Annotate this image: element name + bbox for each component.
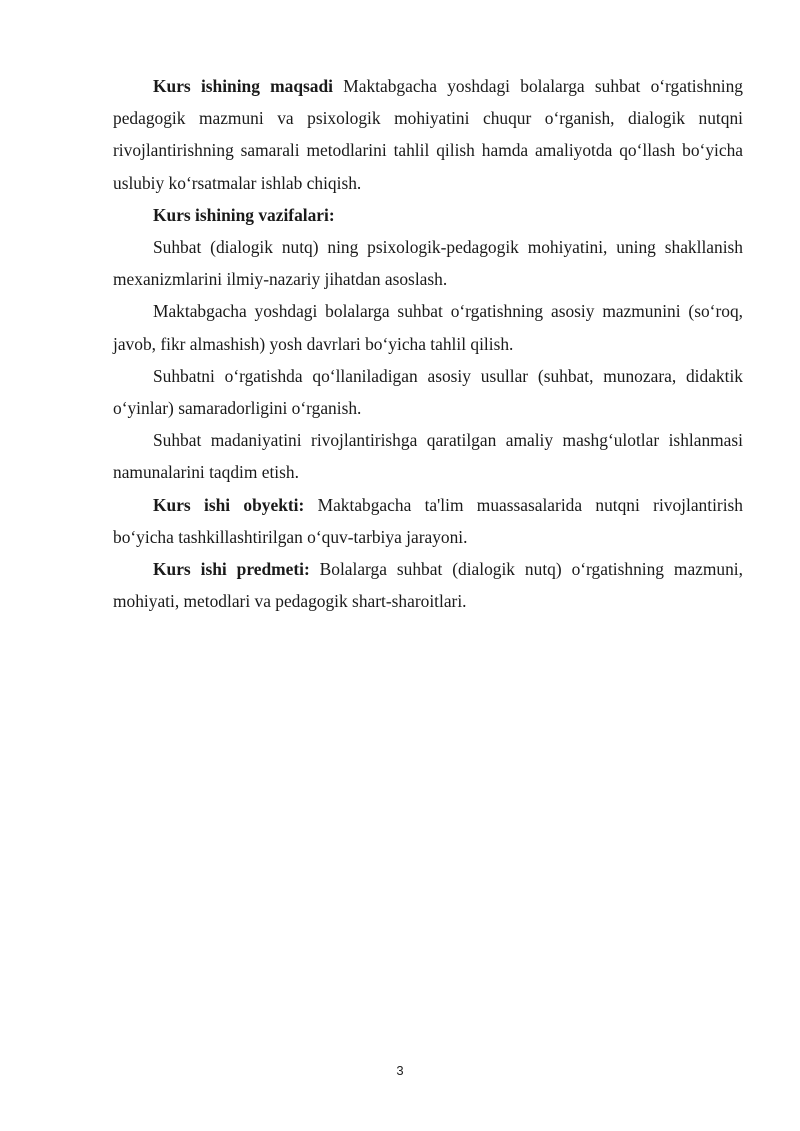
goal-heading: Kurs ishining maqsadi — [153, 76, 334, 96]
task-item-2 — [113, 295, 743, 359]
tasks-paragraph — [113, 199, 743, 231]
object-heading: Kurs ishi obyekti: — [153, 494, 305, 515]
task-item-4 — [113, 424, 743, 488]
tasks-heading: Kurs ishining vazifalari: — [153, 204, 335, 225]
goal-paragraph — [113, 70, 743, 199]
goal-text: Maktabgacha yoshdagi bolalarga suhbat o‘rgatishning pedagogik mazmuni va psixologik mohiyatini chuqur o‘rganish, dialogik nutqni rivojlantirishning samarali metodlarini tahlil qilish hamda amaliyotda qo‘llash bo‘yicha uslubiy ko‘rsatmalar ishlab chiqish. — [113, 76, 743, 193]
subject-paragraph — [113, 553, 743, 617]
object-paragraph — [113, 489, 743, 553]
page-number: 3 — [396, 1063, 404, 1078]
task-item-1 — [113, 231, 743, 295]
task-item-3 — [113, 360, 743, 424]
subject-text: Bolalarga suhbat (dialogik nutq) o‘rgatishning mazmuni, mohiyati, metodlari va pedagogik shart-sharoitlari. — [113, 559, 743, 612]
object-text: Maktabgacha ta'lim muassasalarida nutqni rivojlantirish bo‘yicha tashkillashtirilgan o‘quv-tarbiya jarayoni. — [113, 494, 743, 547]
task-item-3-text: Suhbatni o‘rgatishda qo‘llaniladigan asosiy usullar (suhbat, munozara, didaktik o‘yinlar) samaradorligini o‘rganish. — [113, 365, 743, 419]
subject-heading: Kurs ishi predmeti: — [153, 559, 310, 580]
task-item-1-text: Suhbat (dialogik nutq) ning psixologik-pedagogik mohiyatini, uning shakllanish mexanizmlarini ilmiy-nazariy jihatdan asoslash. — [113, 237, 743, 290]
page-body — [113, 70, 743, 617]
task-item-4-text: Suhbat madaniyatini rivojlantirishga qaratilgan amaliy mashg‘ulotlar ishlanmasi namunalarini taqdim etish. — [113, 430, 743, 483]
task-item-2-text: Maktabgacha yoshdagi bolalarga suhbat o‘rgatishning asosiy mazmunini (so‘roq, javob, fikr almashish) yosh davrlari bo‘yicha tahlil qilish. — [113, 301, 743, 354]
